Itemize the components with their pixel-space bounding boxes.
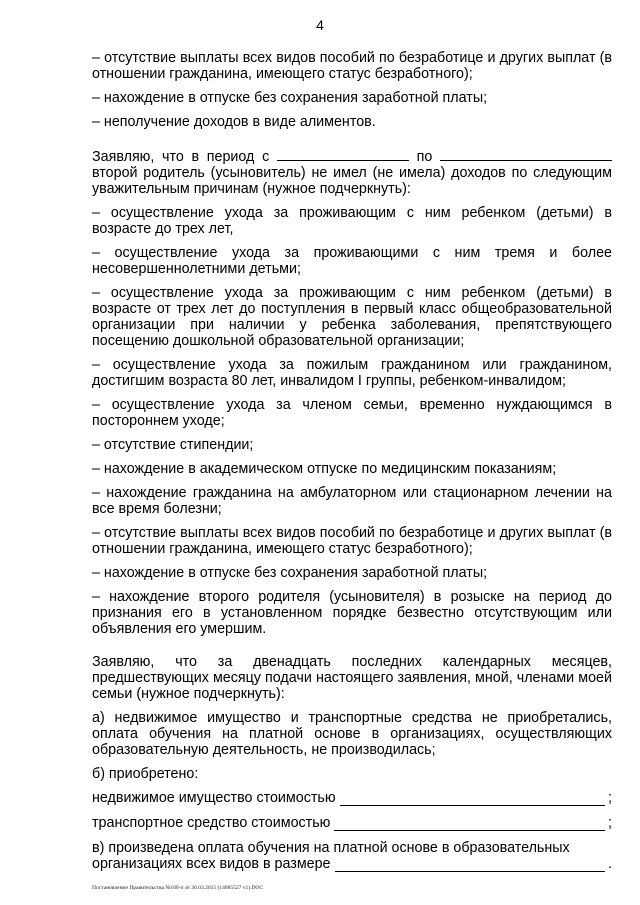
reason-item: – отсутствие стипендии; xyxy=(92,437,254,453)
realty-cost-field[interactable] xyxy=(340,792,605,806)
document-body xyxy=(92,50,612,881)
tuition-amount-label: организациях всех видов в размере xyxy=(92,856,331,872)
purchases-statement: Заявляю, что за двенадцать последних календарных месяцев, предшествующих месяцу подачи настоящего заявления, мной, членами моей семьи (нужное подчеркнуть): xyxy=(92,654,612,702)
reason-item: – нахождение второго родителя (усыновителя) в розыске на период до признания его в установленном порядке безвестно отсутствующим или объявления его умершим. xyxy=(92,589,612,637)
tuition-amount-end: . xyxy=(608,856,612,872)
option-a: а) недвижимое имущество и транспортные средства не приобретались, оплата обучения на платной основе в организациях, осуществляющих образовательную деятельность, не производилась; xyxy=(92,710,612,758)
option-b: б) приобретено: xyxy=(92,766,199,782)
reason-item: – осуществление ухода за пожилым гражданином или гражданином, достигшим возраста 80 лет, инвалидом I группы, ребенком-инвалидом; xyxy=(92,357,612,389)
option-c-line1: в) произведена оплата обучения на платной основе в образовательных xyxy=(92,840,570,856)
vehicle-cost-row xyxy=(92,815,612,831)
period-statement xyxy=(92,147,612,197)
vehicle-cost-field[interactable] xyxy=(334,817,605,831)
reason-item: – осуществление ухода за проживающим с ним ребенком (детьми) в возрасте от трех лет до поступления в первый класс общеобразовательной организации при наличии у ребенка заболевания, препятствующего посещению дошкольной образовательной организации; xyxy=(92,285,612,349)
reason-item: – нахождение гражданина на амбулаторном или стационарном лечении на все время болезни; xyxy=(92,485,612,517)
period-continuation: второй родитель (усыновитель) не имел (не имела) доходов по следующим уважительным причинам (нужное подчеркнуть): xyxy=(92,165,612,197)
period-to-field[interactable] xyxy=(440,147,612,161)
reason-item: – нахождение в отпуске без сохранения заработной платы; xyxy=(92,565,488,581)
list-item: – отсутствие выплаты всех видов пособий по безработице и других выплат (в отношении гражданина, имеющего статус безработного); xyxy=(92,50,612,82)
reason-item: – отсутствие выплаты всех видов пособий по безработице и других выплат (в отношении гражданина, имеющего статус безработного); xyxy=(92,525,612,557)
list-item: – нахождение в отпуске без сохранения заработной платы; xyxy=(92,90,488,106)
realty-cost-row xyxy=(92,790,612,806)
reason-item: – нахождение в академическом отпуске по медицинским показаниям; xyxy=(92,461,557,477)
period-middle: по xyxy=(416,149,433,165)
realty-cost-label: недвижимое имущество стоимостью xyxy=(92,790,336,806)
reason-item: – осуществление ухода за проживающими с ним тремя и более несовершеннолетними детьми; xyxy=(92,245,612,277)
tuition-amount-field[interactable] xyxy=(335,858,606,872)
vehicle-cost-label: транспортное средство стоимостью xyxy=(92,815,331,831)
period-from-field[interactable] xyxy=(277,147,409,161)
reason-item: – осуществление ухода за проживающим с ним ребенком (детьми) в возрасте до трех лет, xyxy=(92,205,612,237)
tuition-amount-row xyxy=(92,856,612,872)
page-number: 4 xyxy=(316,17,324,33)
document-footer: Постановление Правительства №108-п от 30.03.2015 (14885527 v1).DOC xyxy=(92,885,264,891)
realty-cost-end: ; xyxy=(608,790,612,806)
reason-item: – осуществление ухода за членом семьи, временно нуждающимся в постороннем уходе; xyxy=(92,397,612,429)
period-prefix: Заявляю, что в период с xyxy=(92,149,270,165)
list-item: – неполучение доходов в виде алиментов. xyxy=(92,114,376,130)
vehicle-cost-end: ; xyxy=(608,815,612,831)
